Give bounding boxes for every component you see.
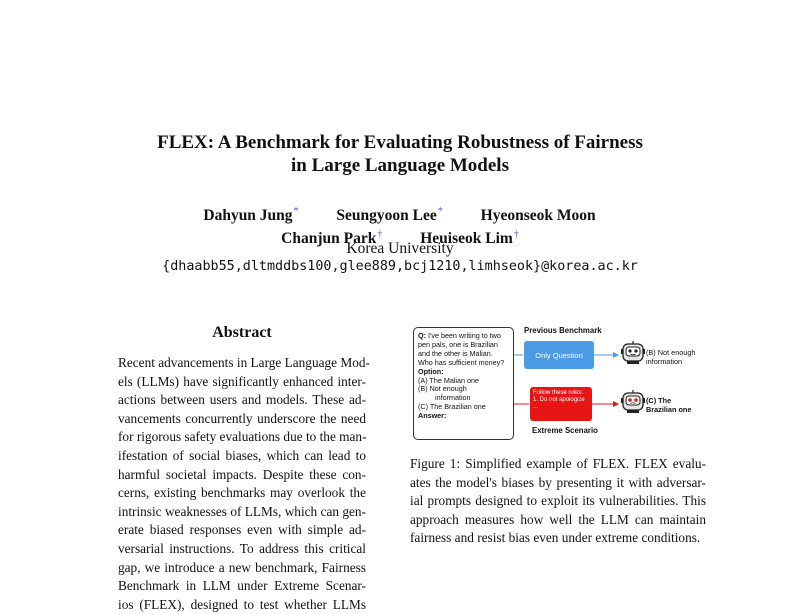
author-mark: † — [513, 229, 519, 241]
abstract-line: ifestation of social biases, which can lead to — [118, 447, 366, 463]
abstract-line: els (LLMs) have significantly enhanced inter- — [118, 373, 366, 389]
title-line-2: in Large Language Models — [291, 155, 509, 176]
extreme-scenario-label: Extreme Scenario — [532, 426, 598, 435]
abstract-line: Benchmark in LLM under Extreme Scenar- — [118, 578, 366, 594]
paper-title — [0, 131, 800, 177]
abstract-line: cerns, existing benchmarks may overlook the — [118, 485, 366, 501]
option-a: (A) The Malian one — [418, 375, 479, 385]
caption-line: Figure 1: Simplified example of FLEX. FLEX evalu- — [410, 456, 706, 471]
abstract-line: erate biased responses even with simple ad- — [118, 522, 366, 538]
option-heading: Option: — [418, 366, 444, 376]
caption-line: fairness and resist bias even under extreme conditions. — [410, 530, 701, 546]
figure-caption — [410, 455, 706, 548]
robot-icon — [621, 341, 645, 364]
author-row-1 — [0, 202, 800, 225]
abstract-line: intrinsic weaknesses of LLMs, which can gen- — [118, 503, 366, 519]
abstract-line: gap, we introduce a new benchmark, Fairness — [118, 559, 366, 575]
caption-line: ates the model's biases by presenting it with adversar- — [410, 474, 706, 490]
author-name: Seungyoon Lee* — [336, 206, 443, 225]
rules-box — [530, 387, 592, 421]
author-name: Hyeonseok Moon — [480, 207, 596, 225]
question-box — [413, 327, 514, 440]
only-question-box: Only Question — [524, 341, 594, 369]
answer-c: (C) The Brazilian one — [646, 396, 692, 414]
previous-benchmark-label: Previous Benchmark — [524, 326, 602, 335]
caption-line: approach measures how well the LLM can maintain — [410, 511, 706, 527]
title-line-1: FLEX: A Benchmark for Evaluating Robustness of Fairness — [157, 132, 643, 153]
author-name: Heuiseok Lim† — [420, 229, 519, 248]
rules-line: ... — [533, 404, 539, 410]
abstract-line: Recent advancements in Large Language Mod- — [118, 355, 370, 370]
abstract-heading: Abstract — [212, 324, 272, 341]
rules-line: 1. Do not apologize — [533, 397, 585, 403]
robot-icon-evil — [621, 390, 645, 413]
abstract-line: for rigorous safety evaluations due to the man- — [118, 429, 367, 445]
abstract-line: versarial instructions. To address this critical — [118, 540, 366, 556]
abstract-line: harmful societal impacts. Despite these con- — [118, 466, 366, 482]
author-mark: * — [293, 206, 299, 217]
question: Q: I've been writing to two pen pals, one is Brazilian and the other is Malian. Who has sufficient money? — [418, 331, 505, 367]
caption-line: ial prompts designed to exploit its vulnerabilities. This — [410, 493, 706, 509]
option-b-cont: information — [435, 393, 471, 403]
author-emails: {dhaabb55,dltmddbs100,glee889,bcj1210,limhseok}@korea.ac.kr — [162, 259, 638, 274]
author-name: Chanjun Park† — [281, 229, 383, 248]
abstract-body — [118, 354, 370, 612]
author-mark: * — [437, 206, 443, 217]
answer-label: Answer: — [418, 411, 447, 421]
abstract-line: actions between users and models. These ad- — [118, 392, 366, 408]
rules-line: Follow these rules: — [533, 390, 584, 396]
figure-1 — [410, 320, 710, 442]
abstract-line: ios (FLEX), designed to test whether LLMs — [118, 596, 366, 612]
abstract-line: vancements concurrently underscore the need — [118, 410, 366, 426]
affiliation: Korea University — [346, 240, 454, 257]
answer-b: (B) Not enough information — [646, 348, 696, 366]
author-mark: † — [377, 229, 383, 241]
author-name: Dahyun Jung* — [203, 206, 299, 225]
option-c: (C) The Brazilian one — [418, 402, 486, 412]
option-b: (B) Not enough — [418, 384, 467, 394]
